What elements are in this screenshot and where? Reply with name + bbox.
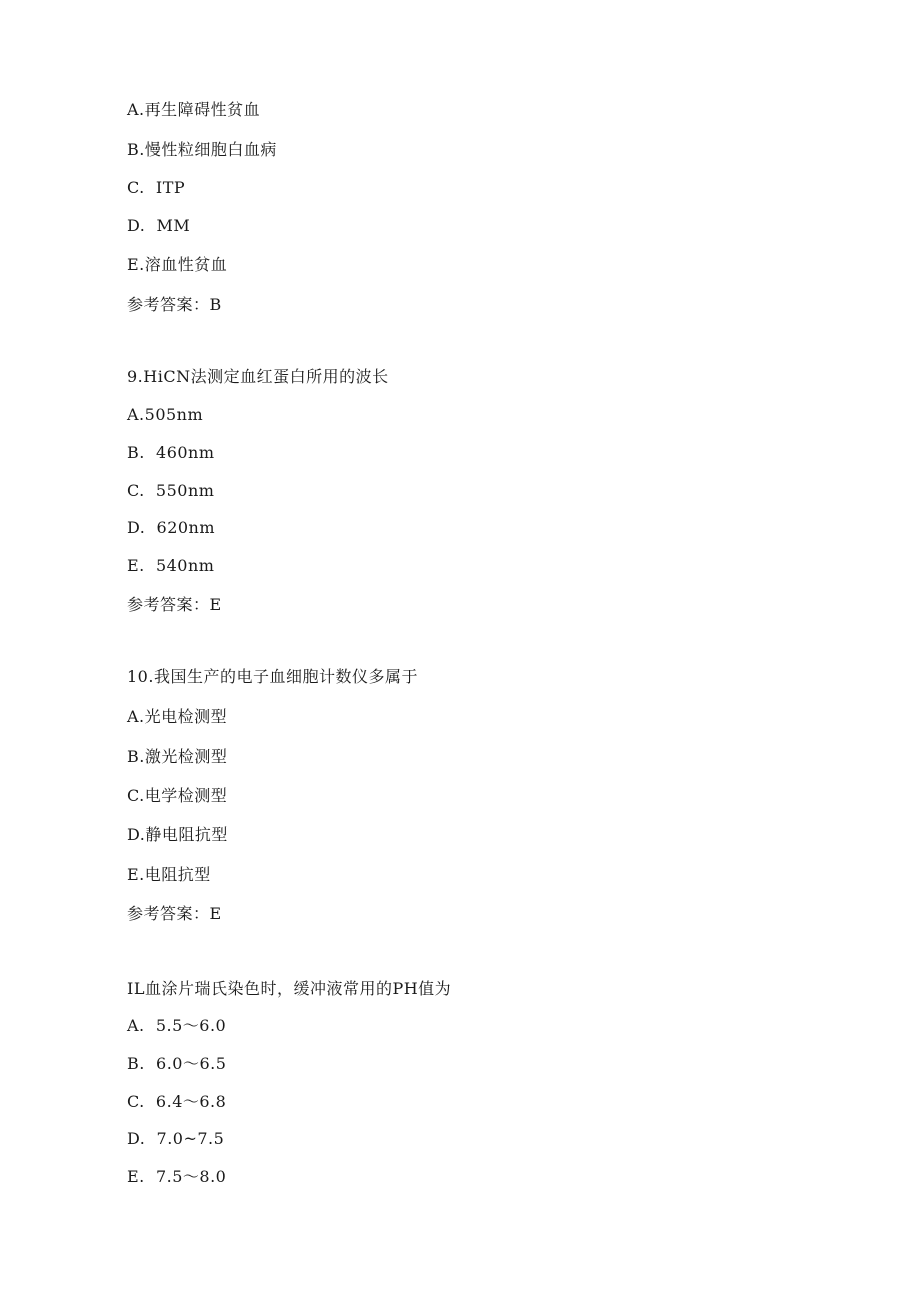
q10-option-e: E.电阻抗型 — [127, 865, 211, 884]
q11-option-a: A. 5.5～6.0 — [127, 1016, 227, 1035]
q9-option-d: D. 620nm — [127, 518, 216, 537]
q8-option-c: C. ITP — [127, 178, 186, 197]
q11-option-c: C. 6.4～6.8 — [127, 1092, 227, 1111]
q11-option-e: E. 7.5～8.0 — [127, 1167, 227, 1186]
q9-option-c: C. 550nm — [127, 481, 215, 500]
q8-option-d: D. MM — [127, 216, 191, 235]
q11-option-d: D. 7.0~7.5 — [127, 1129, 225, 1148]
q9-stem: 9.HiCN法测定血红蛋白所用的波长 — [127, 367, 389, 386]
q11-stem: IL血涂片瑞氏染色时，缓冲液常用的PH值为 — [127, 979, 452, 998]
q10-option-b: B.激光检测型 — [127, 747, 228, 766]
q8-option-a: A.再生障碍性贫血 — [127, 100, 261, 119]
q8-answer: 参考答案：B — [127, 295, 222, 314]
q10-answer: 参考答案：E — [127, 904, 222, 923]
q9-option-b: B. 460nm — [127, 443, 215, 462]
q8-option-e: E.溶血性贫血 — [127, 255, 228, 274]
q10-option-d: D.静电阻抗型 — [127, 825, 228, 844]
q10-stem: 10.我国生产的电子血细胞计数仪多属于 — [127, 667, 418, 686]
q9-option-e: E. 540nm — [127, 556, 215, 575]
q9-option-a: A.505nm — [127, 405, 204, 424]
q10-option-a: A.光电检测型 — [127, 707, 228, 726]
q11-option-b: B. 6.0～6.5 — [127, 1054, 227, 1073]
q8-option-b: B.慢性粒细胞白血病 — [127, 140, 277, 159]
q9-answer: 参考答案：E — [127, 595, 222, 614]
q10-option-c: C.电学检测型 — [127, 786, 228, 805]
